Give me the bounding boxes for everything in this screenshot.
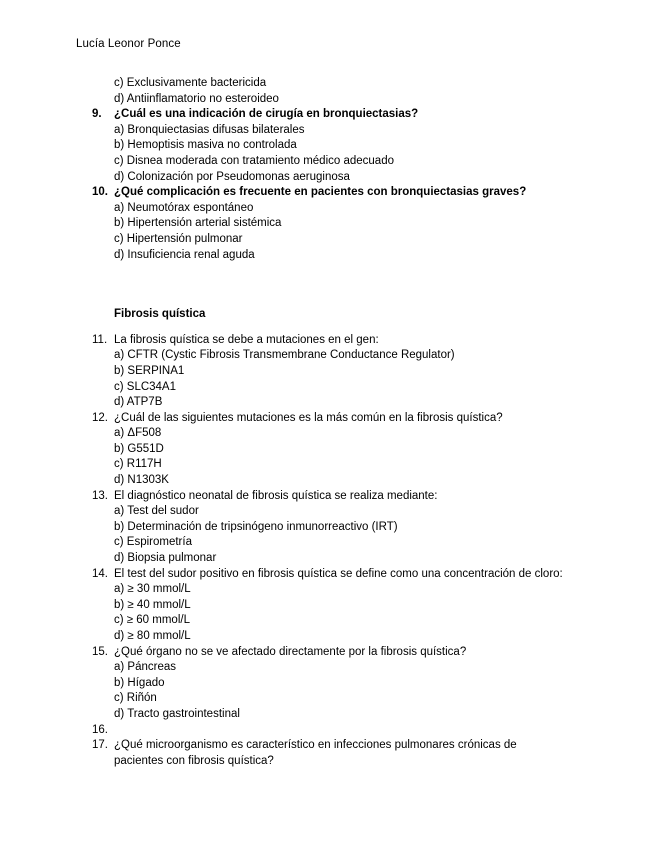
- option-line: c) SLC34A1: [114, 380, 177, 393]
- question-number: 17.: [92, 739, 108, 752]
- question-text: ¿Cuál es una indicación de cirugía en bronquiectasias?: [114, 108, 419, 121]
- question-number: 14.: [92, 567, 108, 580]
- option-line: b) Hígado: [114, 676, 165, 689]
- option-line: b) SERPINA1: [114, 364, 185, 377]
- option-line: b) ≥ 40 mmol/L: [114, 598, 191, 611]
- question-text: El diagnóstico neonatal de fibrosis quística se realiza mediante:: [114, 489, 438, 502]
- document-body: [92, 76, 592, 769]
- section-title: Fibrosis quística: [114, 308, 206, 321]
- question-16: [92, 723, 592, 739]
- question-text: ¿Qué órgano no se ve afectado directamente por la fibrosis quística?: [114, 645, 467, 658]
- question-10: [92, 185, 592, 201]
- question-15: [92, 645, 592, 661]
- option-line: d) Colonización por Pseudomonas aeruginosa: [114, 170, 350, 183]
- question-number: 16.: [92, 723, 108, 736]
- option-line: c) Riñón: [114, 692, 157, 705]
- option-line: a) Test del sudor: [114, 505, 199, 518]
- author-name: Lucía Leonor Ponce: [76, 38, 181, 50]
- option-line: a) ≥ 30 mmol/L: [114, 583, 191, 596]
- question-12: [92, 411, 592, 427]
- option-line: d) Tracto gastrointestinal: [114, 707, 240, 720]
- question-number: 11.: [92, 333, 108, 346]
- question-text: El test del sudor positivo en fibrosis quística se define como una concentración de cloro:: [114, 567, 563, 580]
- question-14: [92, 567, 592, 583]
- question-text: ¿Cuál de las siguientes mutaciones es la más común en la fibrosis quística?: [114, 411, 503, 424]
- option-line: b) G551D: [114, 442, 164, 455]
- question-number: 12.: [92, 411, 108, 424]
- question-text: ¿Qué complicación es frecuente en pacientes con bronquiectasias graves?: [114, 186, 527, 199]
- option-line: d) Antiinflamatorio no esteroideo: [114, 92, 279, 105]
- option-line: d) N1303K: [114, 474, 169, 487]
- option-line: c) Exclusivamente bactericida: [114, 77, 267, 89]
- question-number: 10.: [92, 186, 108, 199]
- question-number: 9.: [92, 108, 102, 121]
- option-line: d) ATP7B: [114, 396, 163, 409]
- question-17: [92, 738, 532, 769]
- option-line: b) Determinación de tripsinógeno inmunorreactivo (IRT): [114, 520, 398, 533]
- question-11: [92, 333, 592, 349]
- option-line: c) Hipertensión pulmonar: [114, 232, 243, 245]
- option-line: c) Espirometría: [114, 536, 192, 549]
- option-line: b) Hipertensión arterial sistémica: [114, 217, 282, 230]
- option-line: a) Neumotórax espontáneo: [114, 201, 254, 214]
- question-13: [92, 489, 592, 505]
- option-line: a) ΔF508: [114, 427, 162, 440]
- option-line: c) ≥ 60 mmol/L: [114, 614, 190, 627]
- option-line: a) Páncreas: [114, 661, 177, 674]
- question-9: [92, 107, 592, 123]
- option-line: b) Hemoptisis masiva no controlada: [114, 139, 297, 152]
- option-line: c) Disnea moderada con tratamiento médico adecuado: [114, 154, 394, 167]
- question-number: 13.: [92, 489, 108, 502]
- question-text: [114, 723, 592, 739]
- option-line: d) Insuficiencia renal aguda: [114, 248, 255, 261]
- option-line: a) CFTR (Cystic Fibrosis Transmembrane Conductance Regulator): [114, 349, 455, 362]
- option-line: d) ≥ 80 mmol/L: [114, 630, 191, 642]
- question-text: La fibrosis quística se debe a mutaciones en el gen:: [114, 333, 379, 346]
- option-line: a) Bronquiectasias difusas bilaterales: [114, 123, 305, 136]
- question-text: ¿Qué microorganismo es característico en infecciones pulmonares crónicas de pacientes con fibrosis quística?: [114, 739, 517, 767]
- question-number: 15.: [92, 645, 108, 658]
- option-line: d) Biopsia pulmonar: [114, 552, 217, 565]
- option-line: c) R117H: [114, 458, 162, 471]
